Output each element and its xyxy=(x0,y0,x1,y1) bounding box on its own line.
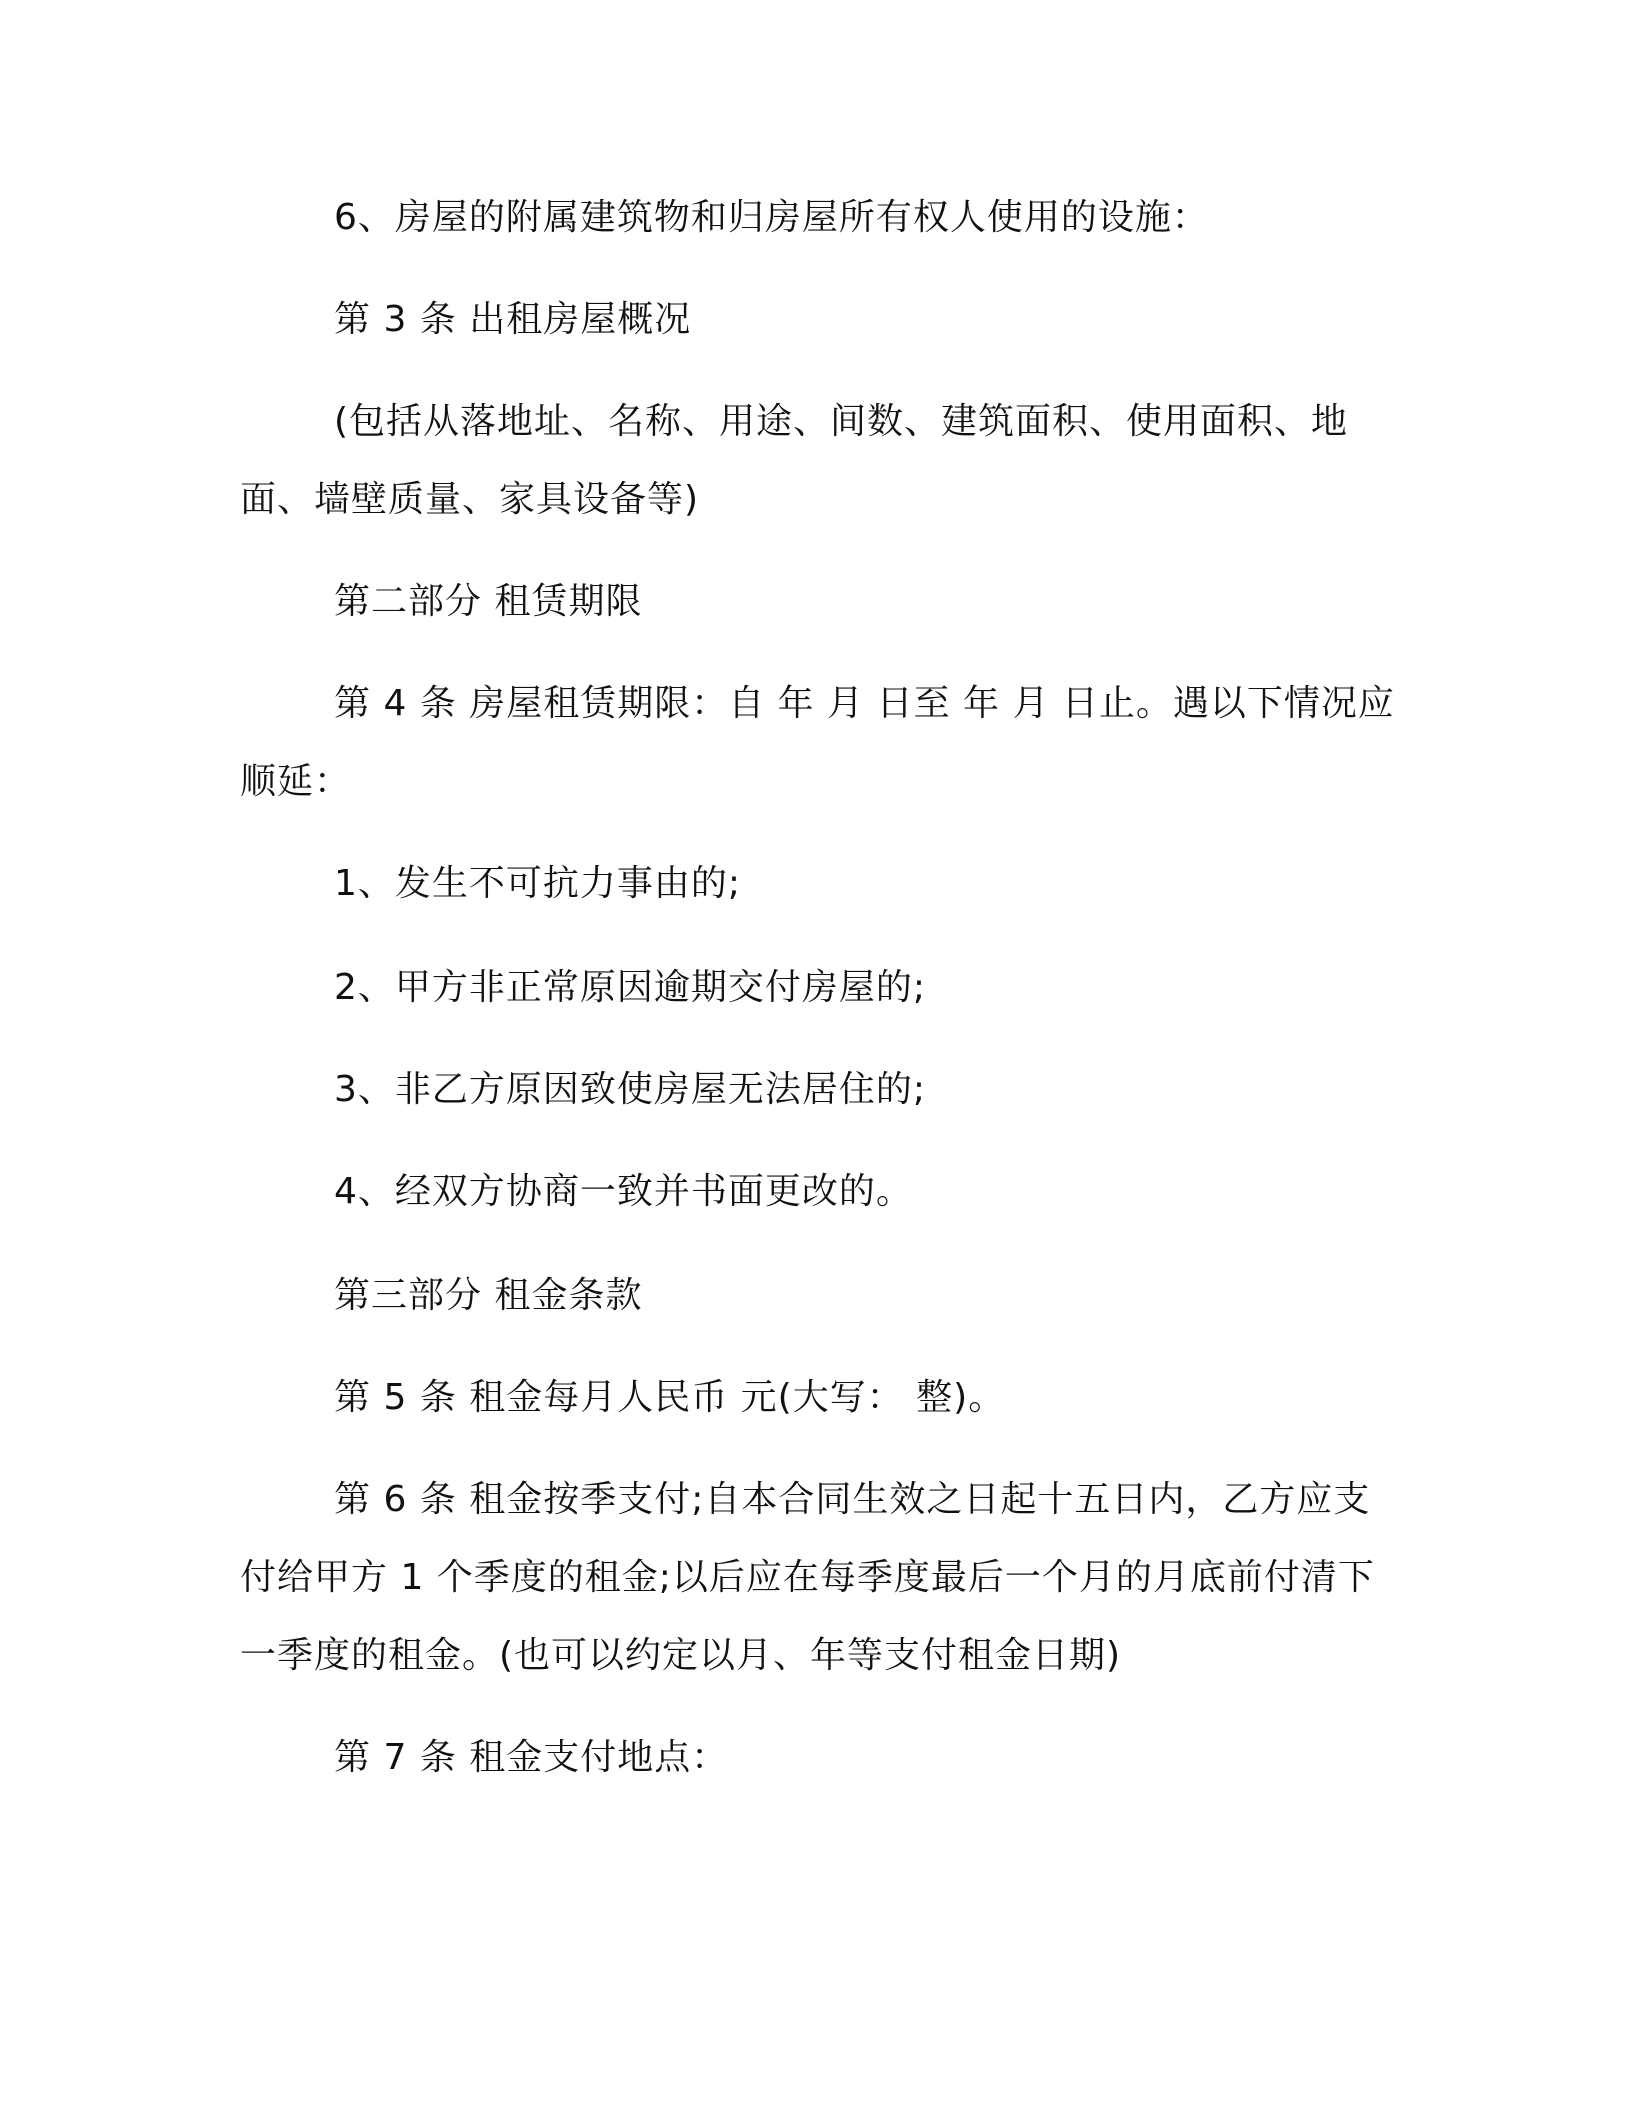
part-3-heading: 第三部分 租金条款 xyxy=(334,1275,643,1316)
article-7: 第 7 条 租金支付地点： xyxy=(334,1737,729,1778)
article-4-line-1: 第 4 条 房屋租赁期限：自 年 月 日至 年 月 日止。遇以下情况应 xyxy=(334,683,1395,724)
article-5: 第 5 条 租金每月人民币 元(大写： 整)。 xyxy=(334,1377,1006,1418)
extension-item-1: 1、发生不可抗力事由的; xyxy=(334,863,742,904)
article-6-line-2: 付给甲方 1 个季度的租金;以后应在每季度最后一个月的月底前付清下 xyxy=(240,1557,1375,1598)
part-2-heading: 第二部分 租赁期限 xyxy=(334,581,643,622)
article-6-line-3: 一季度的租金。(也可以约定以月、年等支付租金日期) xyxy=(240,1635,1122,1676)
article-4-line-2: 顺延： xyxy=(240,761,352,802)
facilities-item: 6、房屋的附属建筑物和归房屋所有权人使用的设施： xyxy=(334,197,1209,238)
article-3-note-line-1: (包括从落地址、名称、用途、间数、建筑面积、使用面积、地 xyxy=(334,401,1349,442)
extension-item-3: 3、非乙方原因致使房屋无法居住的; xyxy=(334,1069,927,1110)
extension-item-4: 4、经双方协商一致并书面更改的。 xyxy=(334,1171,913,1212)
article-3-note-line-2: 面、墙壁质量、家具设备等) xyxy=(240,479,700,520)
extension-item-2: 2、甲方非正常原因逾期交付房屋的; xyxy=(334,967,927,1008)
article-3-heading: 第 3 条 出租房屋概况 xyxy=(334,299,692,340)
article-6-line-1: 第 6 条 租金按季支付;自本合同生效之日起十五日内，乙方应支 xyxy=(334,1479,1371,1520)
